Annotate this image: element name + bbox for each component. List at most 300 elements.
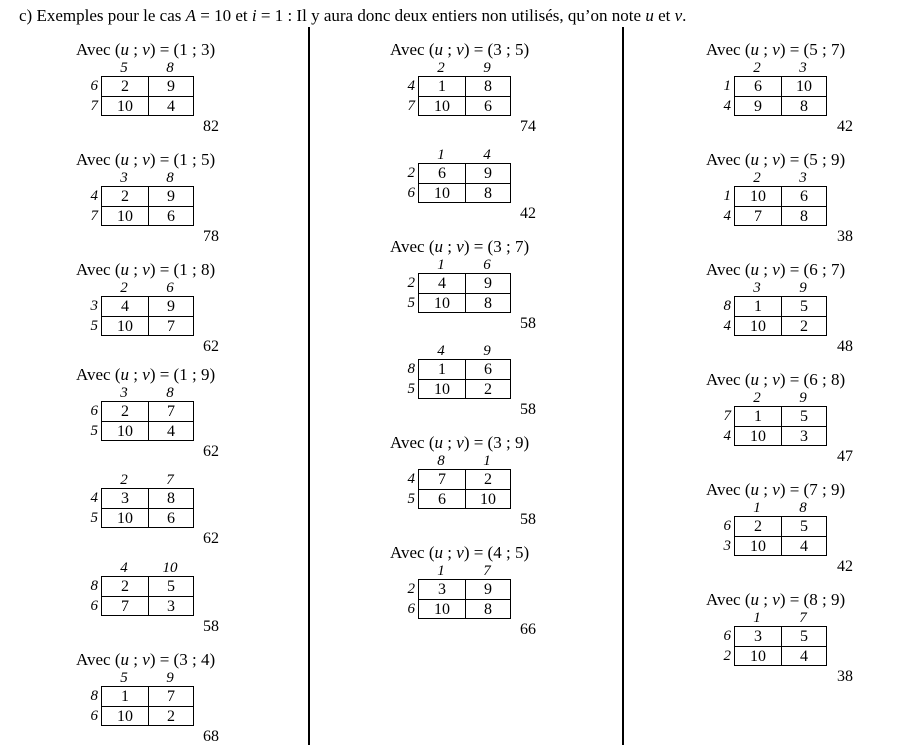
row-header-number: 4 (723, 318, 731, 334)
label-prefix: Avec ( (706, 150, 751, 169)
grid-cell: 4 (438, 275, 446, 292)
examples-column-3 (628, 0, 878, 750)
example-block (0, 472, 250, 562)
grid-cell: 10 (117, 708, 133, 725)
grid-cell: 3 (438, 581, 446, 598)
var-v: v (456, 40, 464, 59)
label-prefix: Avec ( (76, 40, 121, 59)
row-header-number: 3 (723, 538, 731, 554)
grid-cell: 4 (121, 298, 129, 315)
grid-cell: 10 (796, 78, 812, 95)
label-separator: ; (759, 590, 773, 609)
grid-cell: 5 (167, 578, 175, 595)
grid-cell: 2 (121, 188, 129, 205)
example-total: 68 (203, 728, 219, 745)
example-block (314, 147, 564, 237)
example-block (0, 260, 250, 355)
example-label (706, 40, 845, 60)
row-header-number: 8 (90, 578, 98, 594)
label-values: ) = (6 ; 7) (779, 260, 846, 279)
grid-cell: 10 (480, 491, 496, 508)
column-header-number: 1 (483, 453, 491, 469)
number-grid (101, 76, 194, 116)
grid-cell: 4 (800, 538, 808, 555)
example-label (390, 543, 529, 563)
row-header-number: 8 (407, 361, 415, 377)
label-prefix: Avec ( (76, 150, 121, 169)
example-label (76, 260, 215, 280)
grid-cell: 10 (117, 423, 133, 440)
number-grid (101, 186, 194, 226)
number-grid (734, 186, 827, 226)
grid-cell: 7 (438, 471, 446, 488)
example-block (314, 543, 564, 638)
row-header-number: 4 (90, 188, 98, 204)
example-total: 38 (837, 668, 853, 685)
column-header-number: 8 (166, 60, 174, 76)
grid-cell: 7 (167, 318, 175, 335)
var-v: v (772, 40, 780, 59)
number-grid (418, 76, 511, 116)
example-block (628, 590, 878, 685)
number-grid (734, 516, 827, 556)
row-header-number: 5 (90, 423, 98, 439)
number-grid (101, 576, 194, 616)
var-v: v (772, 480, 780, 499)
column-header-number: 4 (437, 343, 445, 359)
column-header-number: 5 (120, 60, 128, 76)
label-prefix: Avec ( (706, 370, 751, 389)
grid-cell: 5 (800, 628, 808, 645)
example-label (390, 40, 529, 60)
row-header-number: 6 (90, 598, 98, 614)
label-values: ) = (5 ; 9) (779, 150, 846, 169)
row-header-number: 1 (723, 188, 731, 204)
row-header-number: 8 (723, 298, 731, 314)
row-header-number: 6 (90, 403, 98, 419)
label-separator: ; (443, 237, 457, 256)
number-grid (418, 163, 511, 203)
example-block (314, 433, 564, 528)
example-total: 47 (837, 448, 853, 465)
column-header-number: 1 (437, 257, 445, 273)
var-v: v (456, 433, 464, 452)
number-grid (734, 626, 827, 666)
grid-cell: 10 (434, 601, 450, 618)
var-u: u (750, 590, 760, 609)
var-u: u (750, 150, 760, 169)
label-separator: ; (759, 40, 773, 59)
grid-cell: 1 (121, 688, 129, 705)
column-header-number: 2 (753, 170, 761, 186)
var-u: u (434, 237, 444, 256)
example-total: 58 (203, 618, 219, 635)
example-block (0, 560, 250, 650)
label-values: ) = (3 ; 7) (463, 237, 530, 256)
number-grid (734, 406, 827, 446)
var-u: u (434, 40, 444, 59)
var-v: v (142, 650, 150, 669)
label-prefix: Avec ( (706, 40, 751, 59)
column-header-number: 7 (483, 563, 491, 579)
grid-cell: 6 (484, 361, 492, 378)
var-v: v (456, 543, 464, 562)
row-header-number: 4 (90, 490, 98, 506)
grid-cell: 10 (434, 381, 450, 398)
label-prefix: Avec ( (390, 543, 435, 562)
label-prefix: Avec ( (76, 650, 121, 669)
column-header-number: 2 (437, 60, 445, 76)
example-total: 62 (203, 338, 219, 355)
grid-cell: 9 (167, 188, 175, 205)
example-total: 66 (520, 621, 536, 638)
example-total: 74 (520, 118, 536, 135)
example-total: 38 (837, 228, 853, 245)
column-header-number: 9 (166, 670, 174, 686)
grid-cell: 6 (754, 78, 762, 95)
label-values: ) = (8 ; 9) (779, 590, 846, 609)
row-header-number: 7 (90, 208, 98, 224)
label-separator: ; (129, 260, 143, 279)
label-separator: ; (129, 40, 143, 59)
grid-cell: 1 (438, 361, 446, 378)
column-header-number: 1 (437, 563, 445, 579)
column-header-number: 7 (166, 472, 174, 488)
grid-cell: 8 (800, 98, 808, 115)
example-block (0, 650, 250, 745)
var-v: v (142, 260, 150, 279)
example-label (706, 150, 845, 170)
grid-cell: 2 (484, 471, 492, 488)
example-label (390, 433, 529, 453)
grid-cell: 8 (800, 208, 808, 225)
example-block (628, 480, 878, 575)
column-header-number: 3 (799, 60, 807, 76)
var-v: v (456, 237, 464, 256)
column-header-number: 8 (166, 385, 174, 401)
row-header-number: 4 (407, 78, 415, 94)
grid-cell: 10 (750, 538, 766, 555)
grid-cell: 10 (750, 428, 766, 445)
label-separator: ; (759, 260, 773, 279)
number-grid (101, 686, 194, 726)
row-header-number: 4 (723, 208, 731, 224)
grid-cell: 9 (484, 275, 492, 292)
row-header-number: 6 (723, 628, 731, 644)
var-v: v (772, 590, 780, 609)
example-block (628, 150, 878, 245)
grid-cell: 3 (800, 428, 808, 445)
var-u: u (120, 365, 130, 384)
column-header-number: 2 (120, 280, 128, 296)
grid-cell: 6 (167, 208, 175, 225)
label-separator: ; (759, 370, 773, 389)
example-label (390, 237, 529, 257)
grid-cell: 9 (167, 298, 175, 315)
examples-column-1 (0, 0, 250, 750)
column-header-number: 3 (799, 170, 807, 186)
row-header-number: 2 (407, 165, 415, 181)
var-v: v (772, 370, 780, 389)
row-header-number: 7 (407, 98, 415, 114)
label-separator: ; (443, 40, 457, 59)
label-values: ) = (5 ; 7) (779, 40, 846, 59)
example-label (76, 650, 215, 670)
grid-cell: 10 (117, 98, 133, 115)
example-block (628, 370, 878, 465)
column-header-number: 4 (483, 147, 491, 163)
grid-cell: 2 (121, 578, 129, 595)
example-block (314, 343, 564, 433)
row-header-number: 2 (407, 275, 415, 291)
example-total: 58 (520, 401, 536, 418)
grid-cell: 8 (484, 295, 492, 312)
column-header-number: 9 (483, 60, 491, 76)
number-grid (734, 296, 827, 336)
example-label (706, 480, 845, 500)
grid-cell: 9 (754, 98, 762, 115)
grid-cell: 6 (167, 510, 175, 527)
row-header-number: 5 (90, 510, 98, 526)
example-label (706, 590, 845, 610)
row-header-number: 5 (407, 295, 415, 311)
label-separator: ; (129, 650, 143, 669)
grid-cell: 5 (800, 298, 808, 315)
number-grid (101, 401, 194, 441)
column-header-number: 4 (120, 560, 128, 576)
grid-cell: 3 (754, 628, 762, 645)
example-total: 62 (203, 443, 219, 460)
grid-cell: 10 (434, 185, 450, 202)
example-label (76, 150, 215, 170)
label-prefix: Avec ( (76, 365, 121, 384)
row-header-number: 5 (407, 381, 415, 397)
var-v: v (142, 40, 150, 59)
var-u: u (434, 433, 444, 452)
grid-cell: 10 (434, 98, 450, 115)
number-grid (418, 469, 511, 509)
var-v: v (142, 365, 150, 384)
label-prefix: Avec ( (390, 237, 435, 256)
label-values: ) = (6 ; 8) (779, 370, 846, 389)
var-u: u (750, 260, 760, 279)
grid-cell: 1 (754, 408, 762, 425)
grid-cell: 1 (438, 78, 446, 95)
example-label (76, 365, 215, 385)
var-v: v (772, 150, 780, 169)
example-total: 58 (520, 315, 536, 332)
var-u: u (750, 480, 760, 499)
var-v: v (772, 260, 780, 279)
column-header-number: 7 (799, 610, 807, 626)
column-header-number: 6 (483, 257, 491, 273)
column-header-number: 1 (437, 147, 445, 163)
grid-cell: 2 (800, 318, 808, 335)
var-u: u (120, 260, 130, 279)
column-header-number: 5 (120, 670, 128, 686)
label-values: ) = (1 ; 8) (149, 260, 216, 279)
grid-cell: 9 (484, 165, 492, 182)
grid-cell: 5 (800, 408, 808, 425)
var-u: u (750, 370, 760, 389)
row-header-number: 4 (407, 471, 415, 487)
label-prefix: Avec ( (390, 433, 435, 452)
number-grid (734, 76, 827, 116)
grid-cell: 9 (167, 78, 175, 95)
row-header-number: 6 (90, 78, 98, 94)
label-prefix: Avec ( (76, 260, 121, 279)
column-header-number: 2 (120, 472, 128, 488)
column-header-number: 2 (753, 390, 761, 406)
example-block (0, 150, 250, 245)
grid-cell: 10 (117, 318, 133, 335)
example-block (0, 365, 250, 460)
grid-cell: 7 (754, 208, 762, 225)
grid-cell: 2 (167, 708, 175, 725)
grid-cell: 3 (167, 598, 175, 615)
example-total: 58 (520, 511, 536, 528)
row-header-number: 7 (90, 98, 98, 114)
grid-cell: 3 (121, 490, 129, 507)
row-header-number: 4 (723, 98, 731, 114)
column-header-number: 2 (753, 60, 761, 76)
label-separator: ; (759, 150, 773, 169)
grid-cell: 10 (117, 208, 133, 225)
example-total: 42 (837, 558, 853, 575)
row-header-number: 2 (723, 648, 731, 664)
row-header-number: 5 (407, 491, 415, 507)
var-u: u (120, 40, 130, 59)
grid-cell: 7 (167, 688, 175, 705)
grid-cell: 2 (484, 381, 492, 398)
column-header-number: 3 (753, 280, 761, 296)
grid-cell: 10 (750, 318, 766, 335)
example-label (706, 370, 845, 390)
label-values: ) = (4 ; 5) (463, 543, 530, 562)
row-header-number: 6 (723, 518, 731, 534)
grid-cell: 7 (167, 403, 175, 420)
row-header-number: 5 (90, 318, 98, 334)
grid-cell: 8 (484, 185, 492, 202)
label-separator: ; (129, 365, 143, 384)
label-separator: ; (129, 150, 143, 169)
example-total: 62 (203, 530, 219, 547)
var-u: u (434, 543, 444, 562)
grid-cell: 1 (754, 298, 762, 315)
example-total: 78 (203, 228, 219, 245)
number-grid (418, 359, 511, 399)
example-block (0, 40, 250, 135)
row-header-number: 1 (723, 78, 731, 94)
example-total: 82 (203, 118, 219, 135)
label-separator: ; (443, 543, 457, 562)
example-block (314, 237, 564, 332)
column-header-number: 8 (799, 500, 807, 516)
row-header-number: 6 (407, 185, 415, 201)
label-prefix: Avec ( (390, 40, 435, 59)
grid-cell: 10 (750, 648, 766, 665)
label-prefix: Avec ( (706, 590, 751, 609)
label-prefix: Avec ( (706, 480, 751, 499)
label-prefix: Avec ( (706, 260, 751, 279)
label-values: ) = (7 ; 9) (779, 480, 846, 499)
grid-cell: 4 (800, 648, 808, 665)
column-header-number: 3 (120, 385, 128, 401)
column-header-number: 6 (166, 280, 174, 296)
row-header-number: 4 (723, 428, 731, 444)
grid-cell: 4 (167, 98, 175, 115)
column-header-number: 8 (437, 453, 445, 469)
label-values: ) = (1 ; 3) (149, 40, 216, 59)
grid-cell: 6 (484, 98, 492, 115)
var-u: u (750, 40, 760, 59)
grid-cell: 10 (434, 295, 450, 312)
grid-cell: 2 (754, 518, 762, 535)
grid-cell: 4 (167, 423, 175, 440)
example-total: 42 (520, 205, 536, 222)
var-v: v (142, 150, 150, 169)
column-header-number: 10 (162, 560, 178, 576)
column-header-number: 9 (483, 343, 491, 359)
var-u: u (120, 650, 130, 669)
example-block (314, 40, 564, 135)
grid-cell: 7 (121, 598, 129, 615)
example-label (76, 40, 215, 60)
row-header-number: 7 (723, 408, 731, 424)
label-values: ) = (1 ; 5) (149, 150, 216, 169)
number-grid (101, 296, 194, 336)
example-block (628, 260, 878, 355)
example-total: 42 (837, 118, 853, 135)
section-heading: c) Exemples pour le cas A = 10 et i = 1 : Il y aura donc deux entiers non utilisés, qu’on note u et v. (19, 6, 687, 25)
grid-cell: 9 (484, 581, 492, 598)
label-values: ) = (1 ; 9) (149, 365, 216, 384)
number-grid (418, 579, 511, 619)
column-header-number: 9 (799, 390, 807, 406)
example-label (706, 260, 845, 280)
number-grid (101, 488, 194, 528)
grid-cell: 8 (484, 78, 492, 95)
grid-cell: 5 (800, 518, 808, 535)
number-grid (418, 273, 511, 313)
row-header-number: 6 (90, 708, 98, 724)
example-total: 48 (837, 338, 853, 355)
row-header-number: 8 (90, 688, 98, 704)
label-separator: ; (443, 433, 457, 452)
examples-column-2 (314, 0, 564, 750)
grid-cell: 6 (800, 188, 808, 205)
column-header-number: 8 (166, 170, 174, 186)
var-u: u (120, 150, 130, 169)
column-header-number: 1 (753, 500, 761, 516)
grid-cell: 2 (121, 403, 129, 420)
column-divider-1 (308, 27, 310, 745)
grid-cell: 2 (121, 78, 129, 95)
grid-cell: 8 (167, 490, 175, 507)
grid-cell: 8 (484, 601, 492, 618)
column-header-number: 9 (799, 280, 807, 296)
grid-cell: 6 (438, 491, 446, 508)
grid-cell: 10 (117, 510, 133, 527)
row-header-number: 6 (407, 601, 415, 617)
column-header-number: 1 (753, 610, 761, 626)
row-header-number: 3 (90, 298, 98, 314)
label-values: ) = (3 ; 5) (463, 40, 530, 59)
label-separator: ; (759, 480, 773, 499)
grid-cell: 6 (438, 165, 446, 182)
label-values: ) = (3 ; 4) (149, 650, 216, 669)
grid-cell: 10 (750, 188, 766, 205)
